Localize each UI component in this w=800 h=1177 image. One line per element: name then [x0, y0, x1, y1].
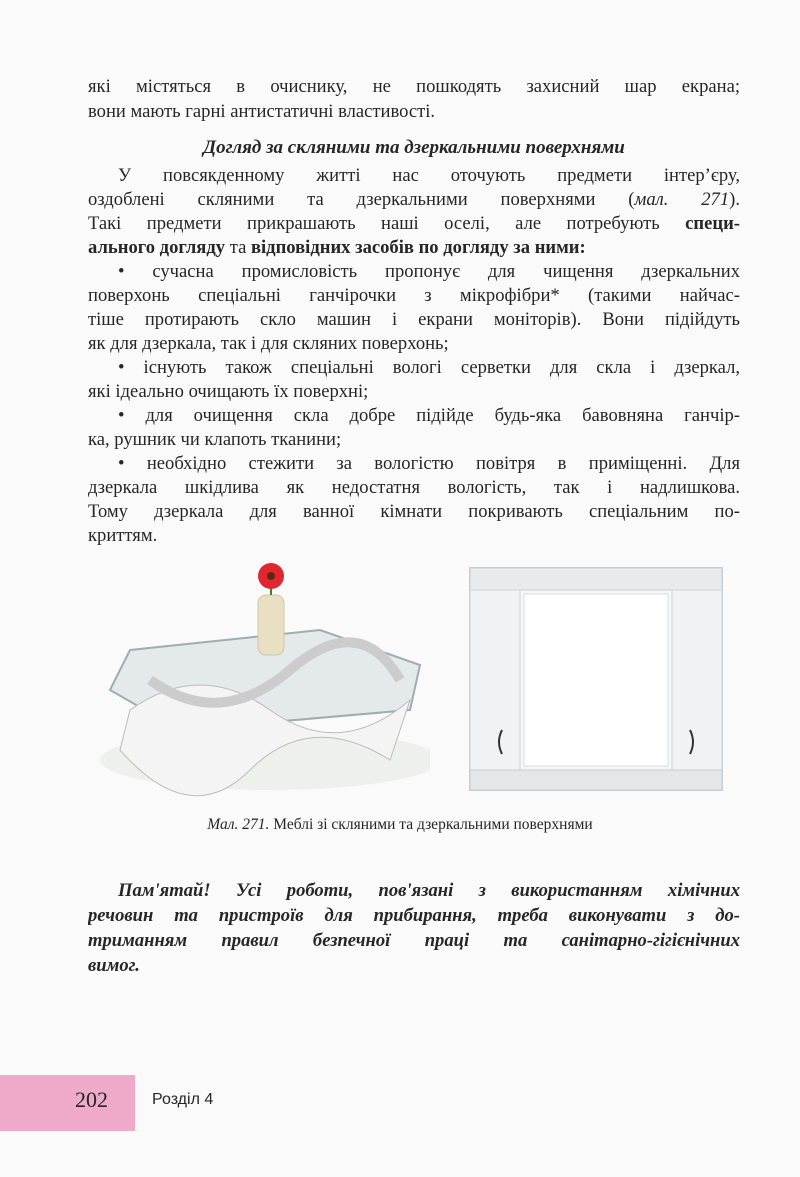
- mirror-cabinet-image: [462, 560, 730, 800]
- bold-text: ального догляду: [88, 237, 226, 258]
- text: Такі предмети прикрашають наші оселі, але потребують: [88, 213, 686, 234]
- section-heading: Догляд за скляними та дзеркальними поверхнями: [203, 137, 625, 158]
- bullet-line: дзеркала шкідлива як недостатня вологість, так і надлишкова.: [88, 477, 740, 498]
- glass-table-image: [90, 560, 430, 800]
- page-number-tab: [0, 1075, 135, 1131]
- bullet-line: Тому дзеркала для ванної кімнати покривають спеціальним по-: [88, 501, 740, 522]
- bold-text: відповідних засобів по догляду за ними:: [250, 237, 586, 258]
- bullet-line: як для дзеркала, так і для скляних поверхонь;: [88, 333, 449, 354]
- bullet-line: криттям.: [88, 525, 158, 546]
- figure-label: Мал. 271.: [207, 816, 270, 833]
- figure-reference: мал. 271: [634, 189, 730, 210]
- bullet-line: • сучасна промисловість пропонує для чищення дзеркальних: [118, 261, 740, 282]
- text-line: які містяться в очиснику, не пошкодять захисний шар екрана;: [88, 76, 740, 97]
- paragraph-line: [88, 212, 740, 236]
- bullet-line: які ідеально очищають їх поверхні;: [88, 381, 369, 402]
- page-number: 202: [75, 1087, 108, 1112]
- memo-line: триманням правил безпечної праці та санітарно-гігієнічних: [88, 930, 740, 951]
- bullet-line: • існують також спеціальні вологі серветки для скла і дзеркал,: [118, 357, 740, 378]
- bullet-line: ка, рушник чи клапоть тканини;: [88, 429, 342, 450]
- memo-line: вимог.: [88, 955, 140, 976]
- bullet-line: поверхонь спеціальні ганчірочки з мікрофібри* (такими найчас-: [88, 285, 740, 306]
- paragraph-line: [88, 236, 740, 260]
- section-label: Розділ 4: [152, 1091, 214, 1108]
- bullet-line: • необхідно стежити за вологістю повітря в приміщенні. Для: [118, 453, 740, 474]
- paragraph-line: [88, 188, 740, 212]
- memo-line: речовин та пристроїв для прибирання, треба виконувати з до-: [88, 905, 740, 926]
- bullet-line: тіше протирають скло машин і екрани моніторів). Вони підійдуть: [88, 309, 740, 330]
- text: У повсякденному житті нас оточують предмети інтер’єру,: [118, 165, 740, 186]
- caption-text: Меблі зі скляними та дзеркальними поверхнями: [269, 816, 593, 833]
- text: та: [225, 237, 251, 258]
- paragraph-line: [118, 164, 740, 188]
- figure-caption: [0, 815, 800, 835]
- memo-line: Пам'ятай! Усі роботи, пов'язані з використанням хімічних: [118, 880, 740, 901]
- bullet-line: • для очищення скла добре підійде будь-яка бавовняна ганчір-: [118, 405, 740, 426]
- bold-text: специ-: [685, 213, 740, 234]
- text-line: вони мають гарні антистатичні властивості.: [88, 101, 436, 122]
- text: ).: [729, 189, 740, 210]
- text: оздоблені скляними та дзеркальними поверхнями (: [88, 189, 635, 210]
